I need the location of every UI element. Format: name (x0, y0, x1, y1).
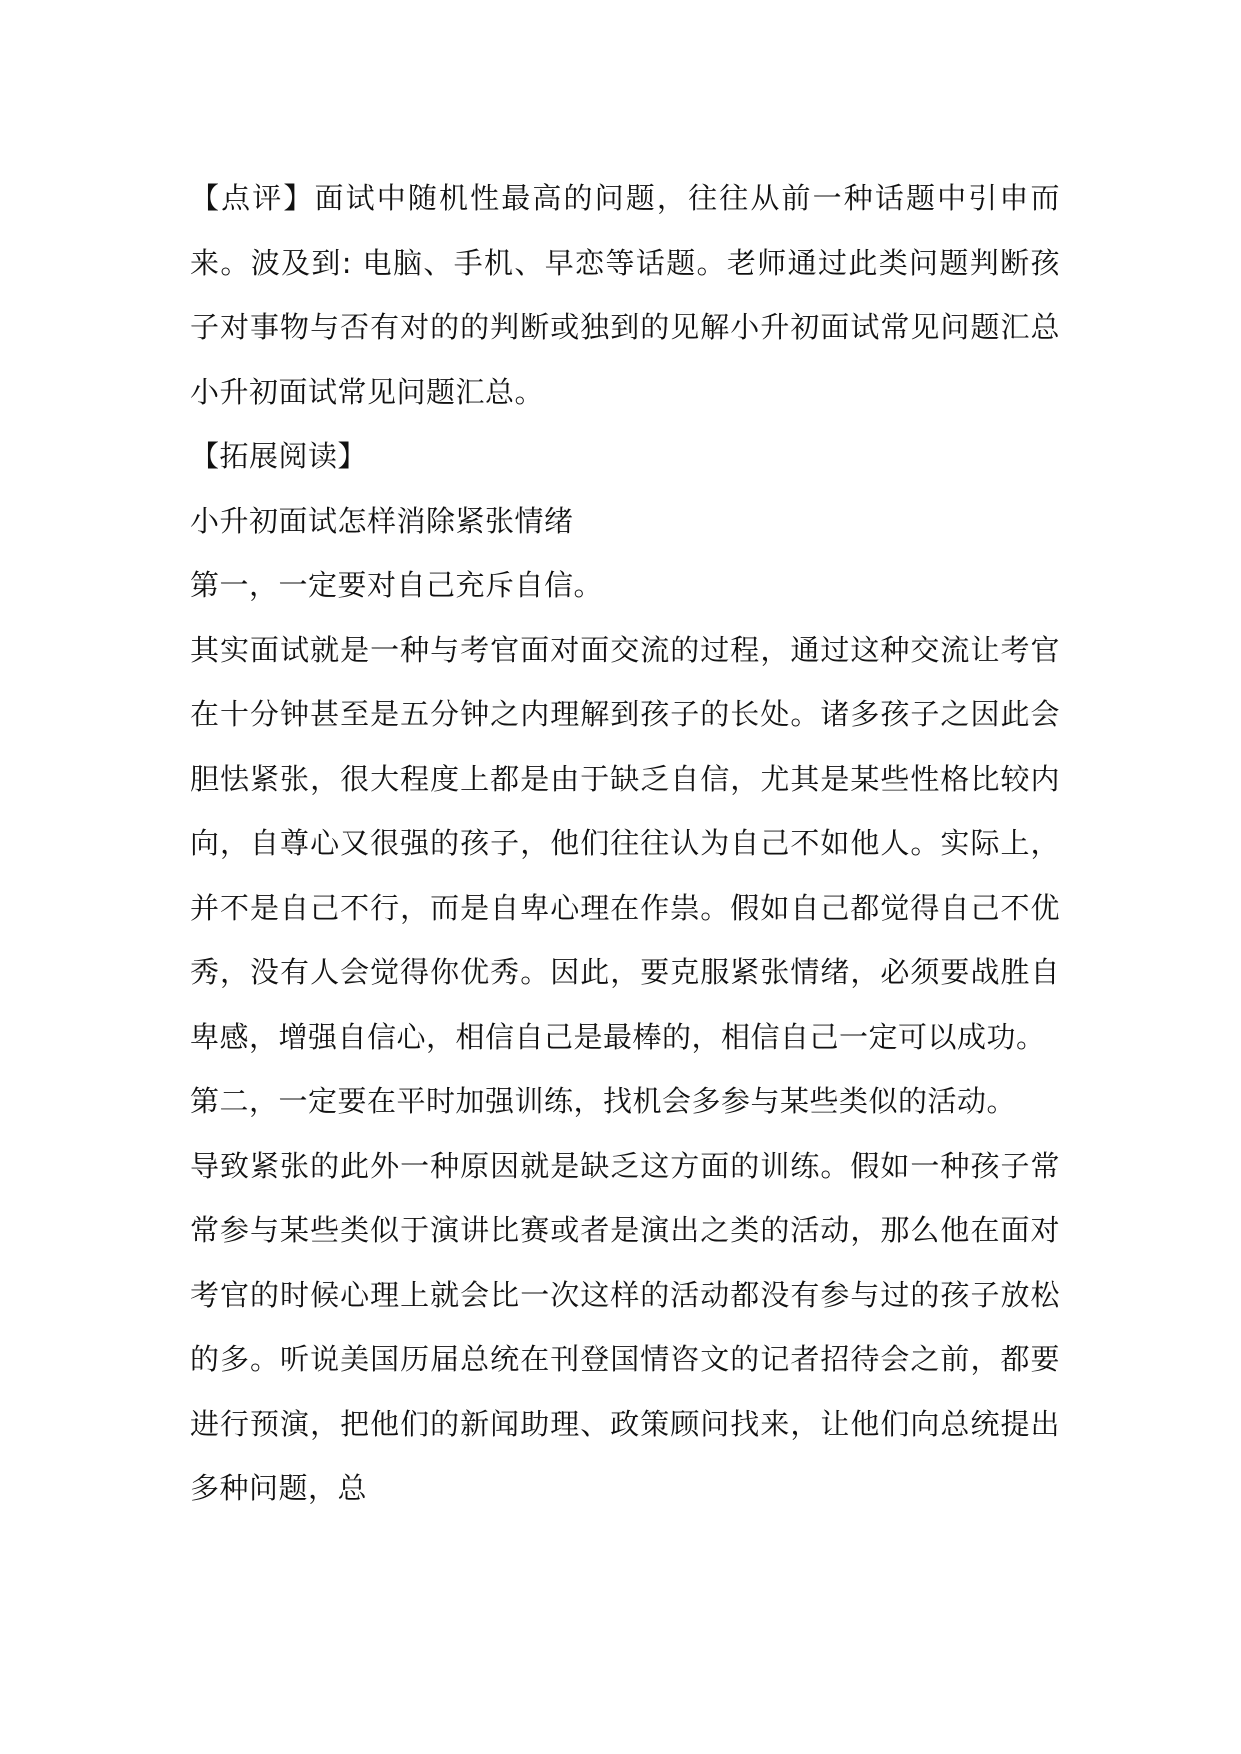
paragraph-review: 【点评】面试中随机性最高的问题，往往从前一种话题中引申而来。波及到: 电脑、手机、早恋等话题。老师通过此类问题判断孩子对事物与否有对的的判断或独到的见解小升初面试常见问题汇总小升初面试常见问题汇总。 (190, 181, 1060, 409)
paragraph-subtitle: 小升初面试怎样消除紧张情绪 (190, 503, 574, 538)
paragraph-point-two-body: 导致紧张的此外一种原因就是缺乏这方面的训练。假如一种孩子常常参与某些类似于演讲比赛或者是演出之类的活动，那么他在面对考官的时候心理上就会比一次这样的活动都没有参与过的孩子放松的多。听说美国历届总统在刊登国情咨文的记者招待会之前，都要进行预演，把他们的新闻助理、政策顾问找来，让他们向总统提出多种问题，总 (190, 1148, 1060, 1505)
paragraph-point-one-body: 其实面试就是一种与考官面对面交流的过程，通过这种交流让考官在十分钟甚至是五分钟之内理解到孩子的长处。诸多孩子之因此会胆怯紧张，很大程度上都是由于缺乏自信，尤其是某些性格比较内向，自尊心又很强的孩子，他们往往认为自己不如他人。实际上，并不是自己不行，而是自卑心理在作祟。假如自己都觉得自己不优秀，没有人会觉得你优秀。因此，要克服紧张情绪，必须要战胜自卑感，增强自信心，相信自己是最棒的，相信自己一定可以成功。 (190, 632, 1060, 1054)
paragraph-point-one: 第一，一定要对自己充斥自信。 (190, 568, 604, 602)
paragraph-point-two: 第二，一定要在平时加强训练，找机会多参与某些类似的活动。 (190, 1084, 1017, 1118)
paragraph-extended-reading-heading: 【拓展阅读】 (190, 439, 368, 473)
document-body (190, 166, 1060, 1521)
